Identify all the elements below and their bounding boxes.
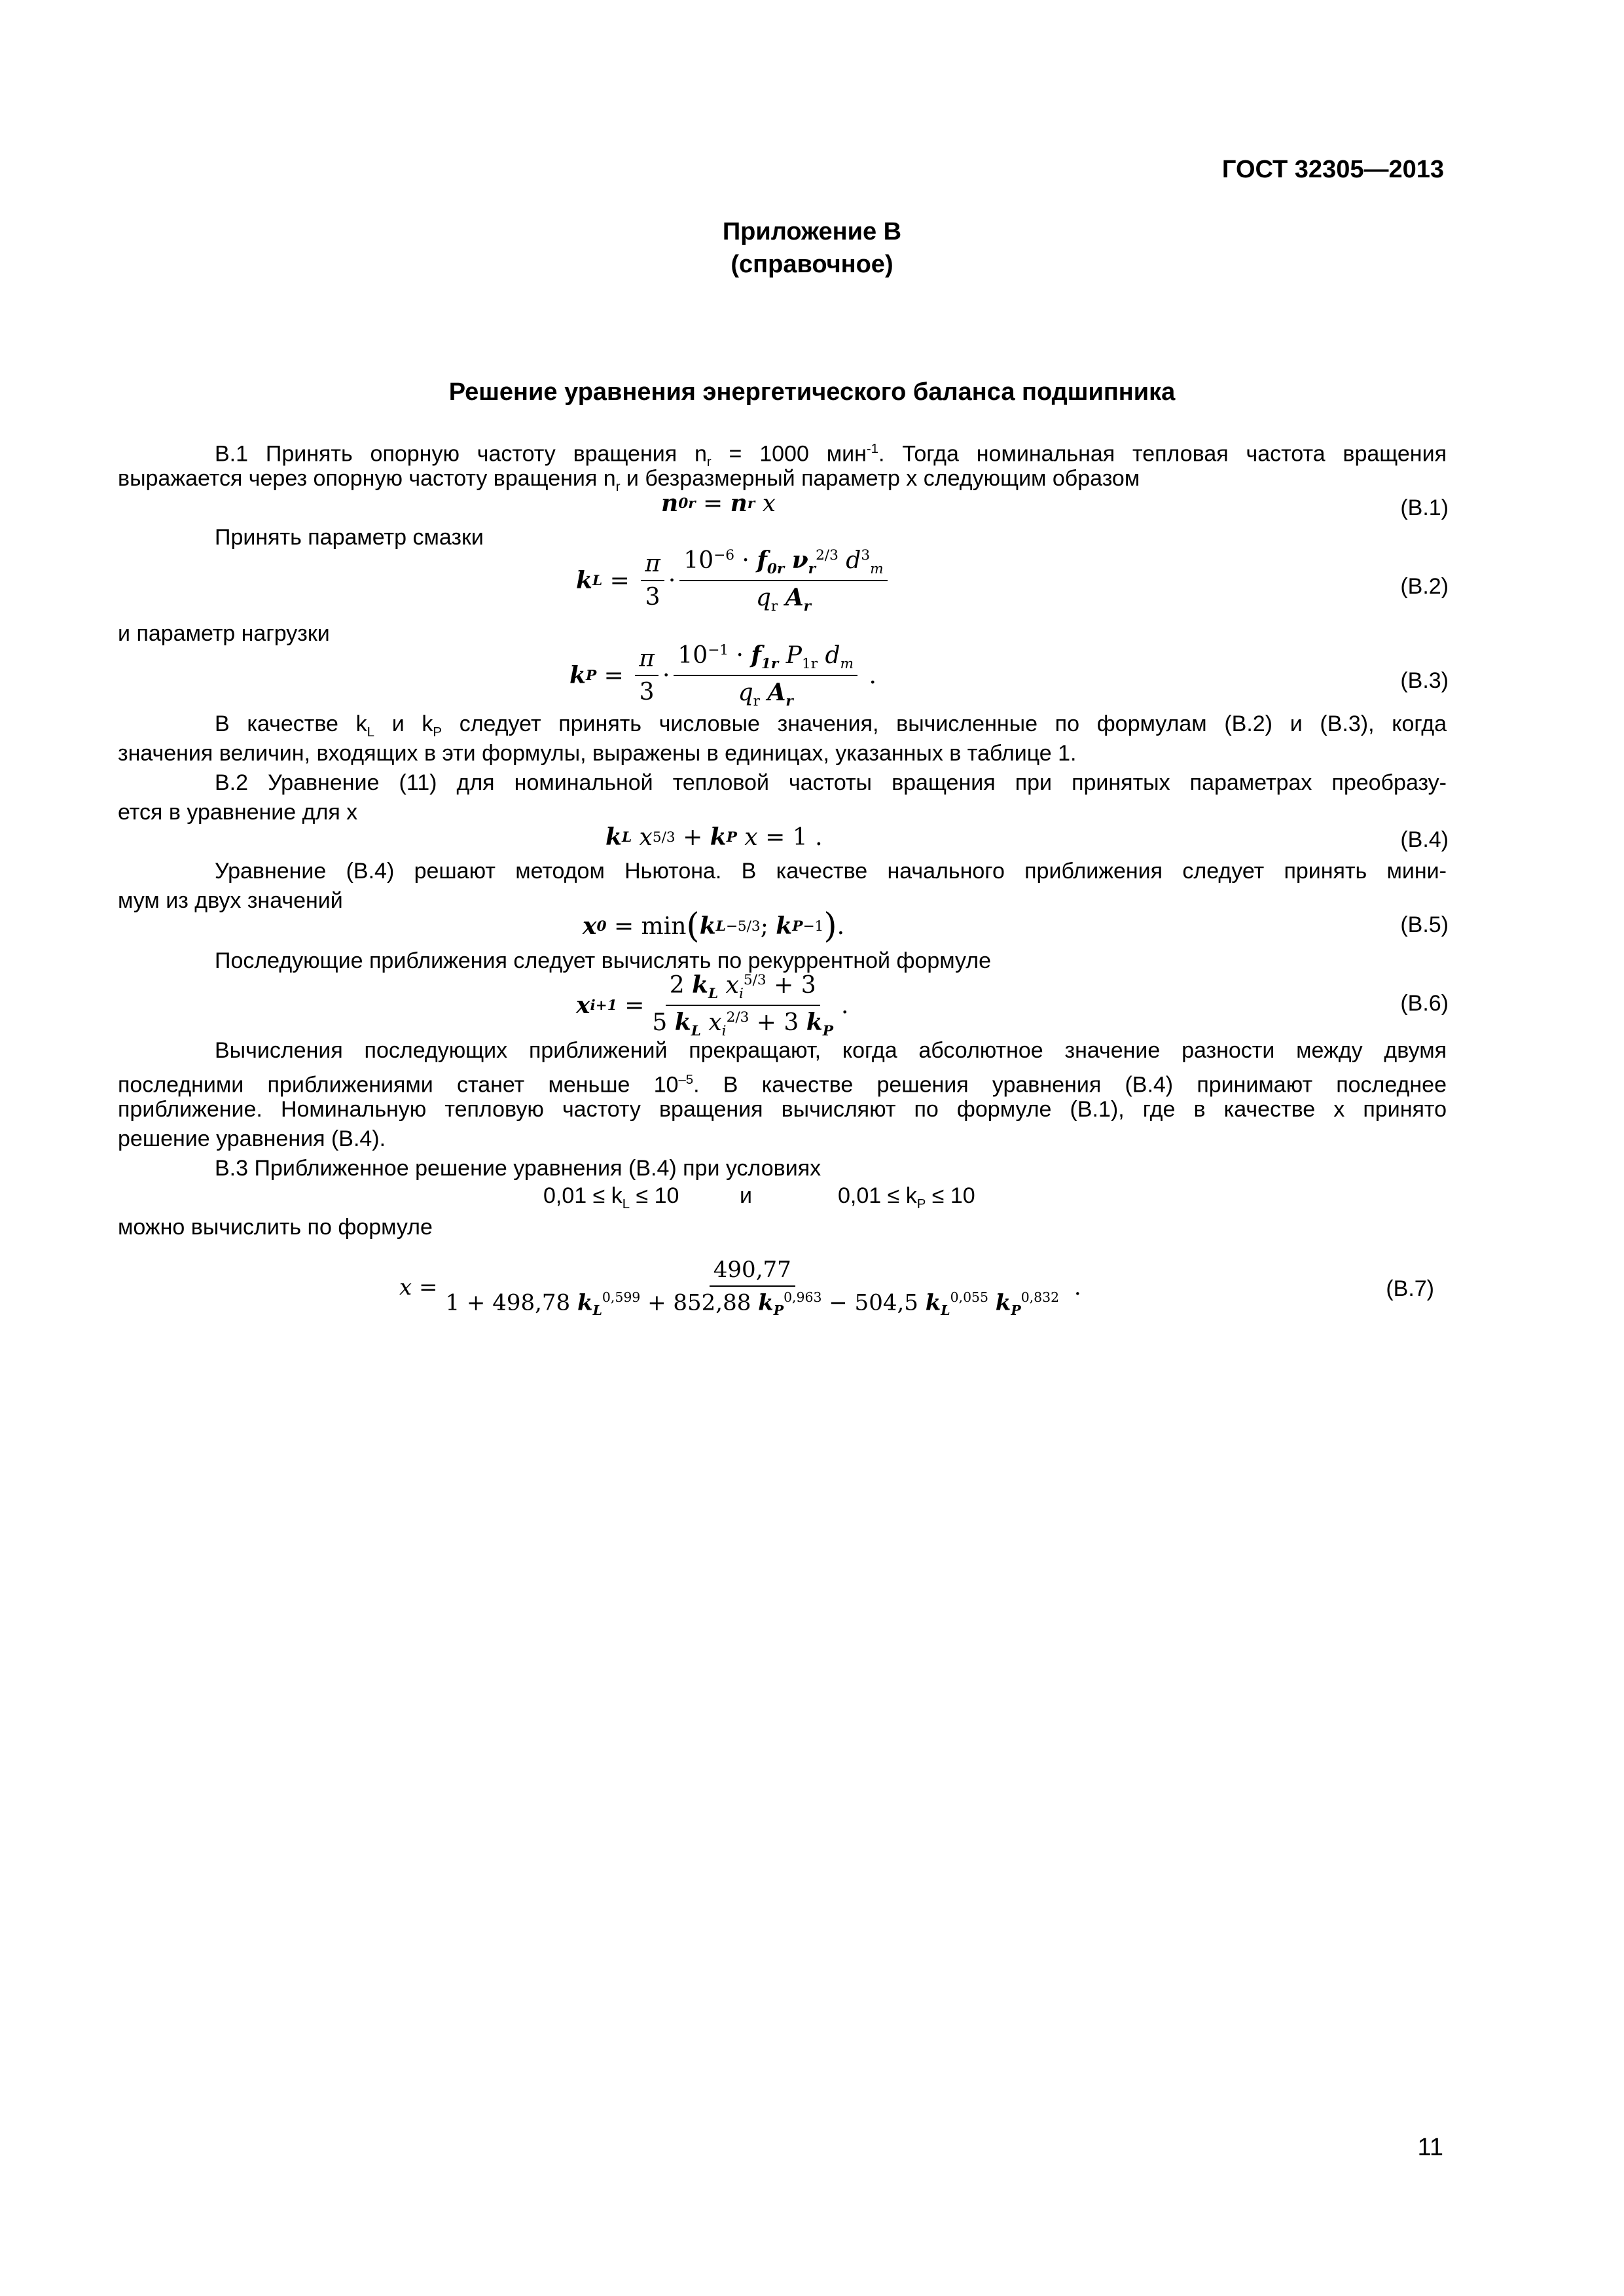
paragraph-stop-line1: Вычисления последующих приближений прекращают, когда абсолютное значение разности между двумя [215,1038,1447,1063]
paragraph-formula-intro: можно вычислить по формуле [118,1215,433,1240]
formula-b4: k L x 5/3 + k P x = 1 . [605,823,823,851]
paragraph-b2-line1: В.2 Уравнение (11) для номинальной тепловой частоты вращения при принятых параметрах преобразу- [215,770,1447,795]
equation-number-b7: (В.7) [1386,1276,1434,1301]
paragraph-newton-line2: мум из двух значений [118,888,343,913]
equation-number-b1: (В.1) [1400,495,1449,520]
equation-number-b3: (В.3) [1400,668,1449,693]
formula-b6: x i+1 = $\frac{2 k_L x_i^{5/3} + 3}{5 k_L x_i^{2/3} + 3 k_P}$ . [576,971,849,1040]
formula-b5: x 0 = min ( k L −5/3 ; k P −1 ) . [583,906,845,946]
paragraph-b2-line2: ется в уравнение для x [118,800,358,825]
equation-number-b5: (В.5) [1400,912,1449,937]
paragraph-recurrence: Последующие приближения следует вычислять по рекуррентной формуле [215,948,992,973]
equation-number-b4: (В.4) [1400,827,1449,852]
paragraph-newton-line1: Уравнение (В.4) решают методом Ньютона. В качестве начального приближения следует принять мини- [215,859,1447,884]
condition-kl: $0,01 \le k_L \le 10$ [543,1183,679,1211]
paragraph-kl-kp-line1: В качестве $k_L$ и $k_P$ следует принять числовые значения, вычисленные по формулам (В.2) и (В.3), когда [215,711,1447,740]
condition-kp: $0,01 \le k_P \le 10$ [838,1183,975,1211]
formula-b1: n 0r = n r x [661,490,776,517]
paragraph-b3: В.3 Приближенное решение уравнения (В.4) при условиях [215,1156,821,1181]
paragraph-stop-line2: последними приближениями станет меньше $10^{-5}$. В качестве решения уравнения (В.4) принимают последнее [118,1072,1447,1098]
formula-b2: k L = $\frac{\pi}{3}$ · $\frac{10^{-6} \cdot f_{0r} \nu_r^{2/3} d^3_m}{q_r A_r}$ [576,547,892,615]
paragraph-b1-line1: В.1 Принять опорную частоту вращения $n_r = 1000$ мин$^{-1}$. Тогда номинальная тепловая частота вращения [215,441,1447,470]
paragraph-stop-line4: решение уравнения (В.4). [118,1126,386,1151]
formula-b3: k P = $\frac{\pi}{3}$ · $\frac{10^{-1} \cdot f_{1r} P_{1r} d_m}{q_r A_r}$ . [569,641,876,710]
page-number: 11 [1417,2134,1443,2161]
paragraph-lubrication: Принять параметр смазки [215,525,484,550]
appendix-heading: Приложение В [722,218,902,245]
equation-number-b2: (В.2) [1400,574,1449,599]
section-title: Решение уравнения энергетического баланса подшипника [448,378,1176,406]
equation-number-b6: (В.6) [1400,991,1449,1016]
paragraph-b1-line2: выражается через опорную частоту вращения $n_r$ и безразмерный параметр x следующим образом [118,466,1140,494]
document-standard-id: ГОСТ 32305—2013 [1221,156,1444,183]
appendix-type: (справочное) [731,251,893,278]
formula-b7: x = $\frac{490,77}{1 + 498,78 k_L^{0,599} + 852,88 k_P^{0,963} - 504,5 k_L^{0,055} k_P^{0,832}}$ . [399,1257,1081,1319]
paragraph-kl-kp-line2: значения величин, входящих в эти формулы, выражены в единицах, указанных в таблице 1. [118,741,1077,766]
condition-and: и [740,1183,752,1208]
paragraph-load: и параметр нагрузки [118,621,330,646]
paragraph-stop-line3: приближение. Номинальную тепловую частоту вращения вычисляют по формуле (В.1), где в качестве x принято [118,1097,1447,1122]
